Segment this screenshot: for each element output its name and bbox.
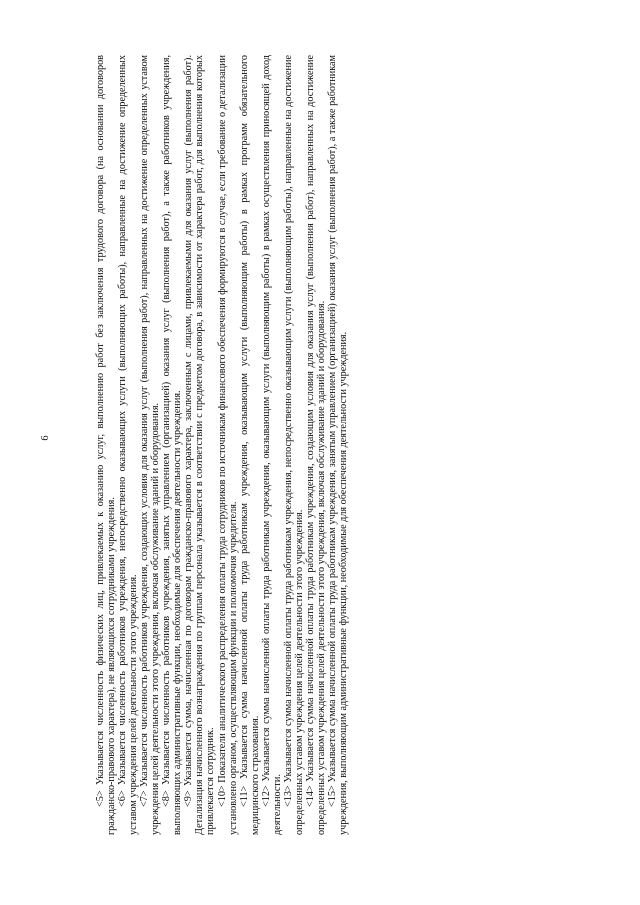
footnote-6: <6> Указывается численность работников учреждения, непосредственно оказывающих услуги (выполняющих работы), направленные на достижение определенных уставом учреждения целей деятельности этого учреждения. [117, 55, 140, 835]
footnote-11: <11> Указывается сумма начисленной оплаты труда работникам учреждения, оказывающим услуги (выполняющим работы) в рамках программ обязательного медицинского страхования. [238, 55, 261, 835]
footnote-10: <10> Показатели аналитического распределения оплаты труда сотрудников по источникам финансового обеспечения формируются в случае, если требование о детализации установлено органом, осуществляющим функции и полномочия учредителя. [216, 55, 239, 835]
page-number: 6 [40, 435, 51, 441]
footnote-5: <5> Указывается численность физических лиц, привлекаемых к оказанию услуг, выполнению работ без заключения трудового договора (на основании договоров гражданско-правового характера), не являющихся сотрудниками учреждения. [95, 55, 118, 835]
footnote-9: <9> Указывается сумма, начисленная по договорам гражданско-правового характера, заключенным с лицами, привлекаемыми для оказания услуг (выполнения работ). Детализация начисленного вознаграждения по группам персонала указывается в соответствии с предметом договора, в зависимости от характера работ, для выполнения которых привлекается сотрудник. [183, 55, 217, 835]
footnote-12: <12> Указывается сумма начисленной оплаты труда работникам учреждения, оказывающим услуги (выполняющим работы) в рамках осуществления приносящей доход деятельности. [260, 55, 283, 835]
footnote-7: <7> Указывается численность работников учреждения, создающих условия для оказания услуг (выполнения работ), направленных на достижение определенных уставом учреждения целей деятельности этого учреждения, включая обслуживание зданий и оборудования. [139, 55, 162, 835]
footnotes-block [95, 55, 349, 835]
footnote-15: <15> Указывается сумма начисленной оплаты труда работникам учреждения, занятым управлением (организацией) оказания услуг (выполнения работ), а также работникам учреждения, выполняющим административные функции, необходимые для обеспечения деятельности учреждения. [326, 55, 350, 835]
footnote-14: <14> Указывается сумма начисленной оплаты труда работникам учреждения, создающим условия для оказания услуг (выполнения работ), направленных на достижение определенных уставом учреждения целей деятельности этого учреждения, включая обслуживание зданий и оборудования. [304, 55, 327, 835]
footnote-8: <8> Указывается численность работников учреждения, занятых управлением (организацией) оказания услуг (выполнения работ), а также работников учреждения, выполняющих административные функции, необходимые для обеспечения деятельности учреждения. [161, 55, 184, 835]
footnote-13: <13> Указывается сумма начисленной оплаты труда работникам учреждения, непосредственно оказывающим услуги (выполняющим работы), направленные на достижение определенных уставом учреждения целей деятельности этого учреждения. [282, 55, 305, 835]
